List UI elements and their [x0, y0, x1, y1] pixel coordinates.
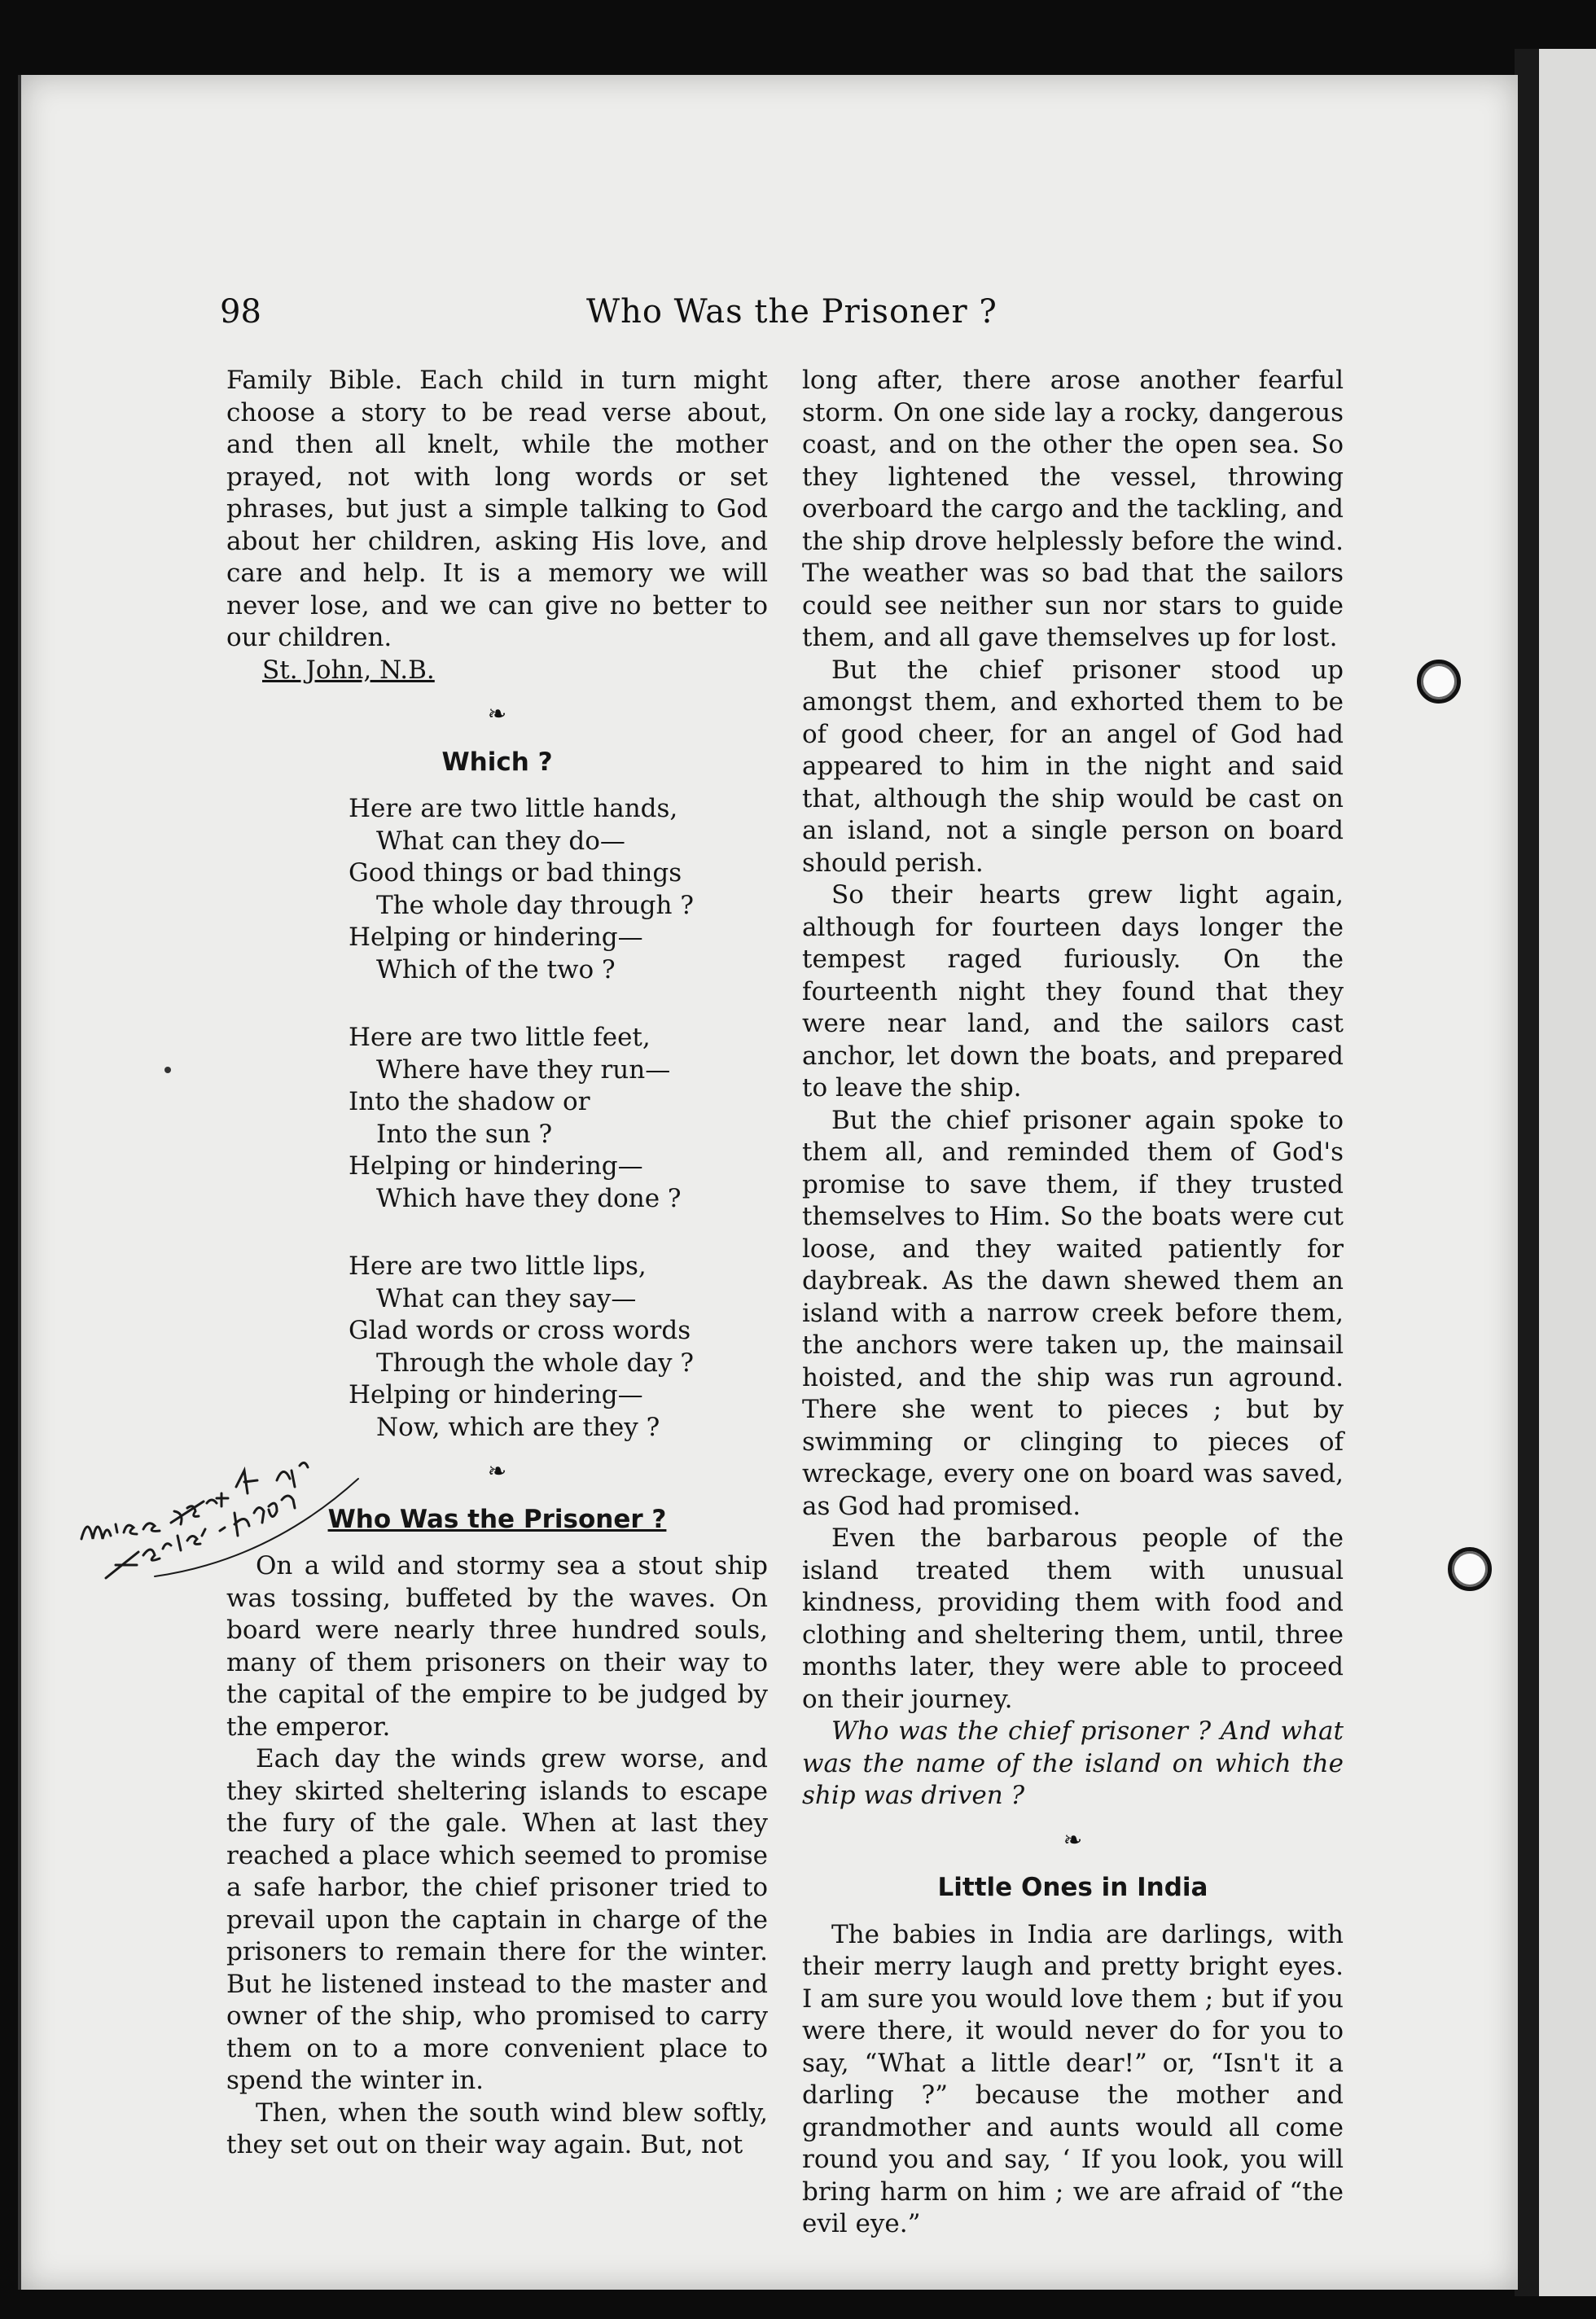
poem-line: Which have they done ? [376, 1183, 682, 1213]
page-number: 98 [220, 293, 261, 331]
binding-hole [1448, 1547, 1492, 1591]
poem-line: What can they do— [376, 826, 625, 856]
poem-stanza [349, 1022, 768, 1215]
running-head: Who Was the Prisoner ? [586, 293, 998, 331]
poem-line: The whole day through ? [376, 890, 694, 920]
poem-line: Here are two little lips, [349, 1252, 647, 1281]
paragraph: But the chief prisoner again spoke to them all, and reminded them of God's promise to save them, if they trusted themselves to Him. So the boats were cut loose, and they waited patiently for daybreak. As the dawn shewed them an island with a narrow creek before them, the anchors were taken up, the mainsail hoisted, and the ship was run aground. There she went to pieces ; but by swimming or clinging to pieces of wreckage, every one on board was saved, as God had promised. [802, 1105, 1344, 1521]
flourish-icon: ❧ [1063, 1826, 1083, 1853]
poem-line: What can they say— [376, 1283, 637, 1313]
poem-line: Where have they run— [376, 1054, 671, 1085]
right-column [802, 365, 1344, 2241]
paragraph: Then, when the south wind blew softly, they set out on their way again. But, not [226, 2098, 768, 2159]
section-title: Little Ones in India [937, 1873, 1208, 1902]
paragraph: So their hearts grew light again, although for fourteen days longer the tempest raged furiously. On the fourteenth night they found that they were near land, and the sailors cast anchor, let down the boats, and prepared to leave the ship. [802, 880, 1344, 1103]
paragraph: long after, there arose another fearful storm. On one side lay a rocky, dangerous coast, and on the other the open sea. So they lightened the vessel, throwing overboard the cargo and the tackling, and the ship drove helplessly before the wind. The weather was so bad that the sailors could see neither sun nor stars to guide them, and all gave themselves up for lost. [802, 366, 1344, 652]
poem-line: Here are two little feet, [349, 1023, 651, 1052]
signoff: St. John, N.B. [262, 655, 435, 685]
poem-line: Helping or hindering— [349, 1380, 643, 1409]
paragraph: The babies in India are darlings, with their merry laugh and pretty bright eyes. I am sure you would love them ; but if you were there, it would never do for you to say, “What a little dear!” or, “Isn't it a darling ?” because the mother and grandmother and aunts would all come round you and say, ‘ If you look, you will bring harm on him ; we are afraid of “the evil eye.” [802, 1919, 1344, 2238]
poem-line: Glad words or cross words [349, 1316, 691, 1345]
adjacent-page-edge [1515, 49, 1596, 2296]
handwritten-inscription [73, 1433, 399, 1588]
poem-line: Which of the two ? [376, 954, 616, 984]
paragraph: On a wild and stormy sea a stout ship was tossing, buffeted by the waves. On board were nearly three hundred souls, many of them prisoners on their way to the capital of the empire to be judged by the emperor. [226, 1551, 768, 1742]
poem-line: Through the whole day ? [376, 1348, 694, 1378]
paragraph: Family Bible. Each child in turn might choose a story to be read verse about, and then all knelt, while the mother prayed, not with long words or set phrases, but just a simple talking to God about her children, asking His love, and care and help. It is a memory we will never lose, and we can give no better to our children. [226, 366, 768, 652]
paragraph: Each day the winds grew worse, and they skirted sheltering islands to escape the fury of the gale. When at last they reached a place which seemed to promise a safe harbor, the chief prisoner tried to prevail upon the captain in charge of the prisoners to remain there for the winter. But he listened instead to the master and owner of the ship, who promised to carry them on to a more convenient place to spend the winter in. [226, 1744, 768, 2095]
left-column [226, 365, 768, 2162]
story-title: Who Was the Prisoner ? [327, 1504, 667, 1534]
poem-line: Into the sun ? [376, 1119, 553, 1149]
flourish-icon: ❧ [487, 1458, 507, 1484]
paragraph: But the chief prisoner stood up amongst them, and exhorted them to be of good cheer, for an angel of God had appeared to him in the night and said that, although the ship would be cast on an island, not a single person on board should perish. [802, 655, 1344, 878]
page-header [220, 293, 1401, 350]
poem-stanza [349, 1251, 768, 1444]
poem-line: Here are two little hands, [349, 794, 678, 823]
binding-hole [1417, 660, 1461, 704]
poem-line: Helping or hindering— [349, 923, 643, 952]
paragraph: Even the barbarous people of the island treated them with unusual kindness, providing them with food and clothing and sheltering them, until, three months later, they were able to proceed on their journey. [802, 1523, 1344, 1714]
poem-title: Which ? [441, 747, 553, 777]
question: Who was the chief prisoner ? And what was the name of the island on which the ship was driven ? [802, 1716, 1344, 1810]
poem-line: Now, which are they ? [376, 1412, 660, 1442]
poem-stanza [349, 793, 768, 986]
poem-line: Good things or bad things [349, 858, 682, 888]
poem-line: Into the shadow or [349, 1087, 590, 1116]
flourish-icon: ❧ [487, 700, 507, 727]
speck [164, 1067, 171, 1073]
poem-line: Helping or hindering— [349, 1151, 643, 1181]
